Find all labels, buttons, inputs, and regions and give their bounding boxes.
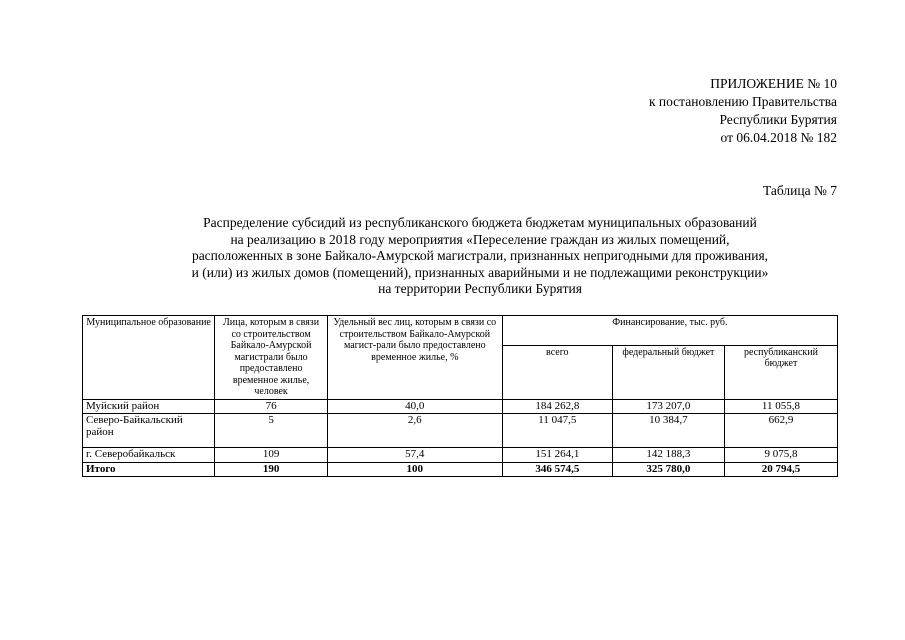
title-line: и (или) из жилых домов (помещений), признанных аварийными и не подлежащими реконструкции» — [191, 264, 769, 280]
row-persons: 76 — [215, 399, 328, 414]
appendix-header — [649, 75, 837, 147]
row-share: 57,4 — [327, 448, 502, 463]
total-share: 100 — [327, 462, 502, 477]
title-line: Распределение субсидий из республиканского бюджета бюджетам муниципальных образований — [203, 215, 757, 230]
row-financing-federal: 142 188,3 — [612, 448, 724, 463]
row-persons: 109 — [215, 448, 328, 463]
title-line: на реализацию в 2018 году мероприятия «Переселение граждан из жилых помещений, — [230, 231, 730, 247]
row-financing-federal: 10 384,7 — [612, 414, 724, 448]
header-financing: Финансирование, тыс. руб. — [502, 316, 837, 346]
row-financing-republican: 662,9 — [724, 414, 837, 448]
table-row — [83, 399, 838, 414]
total-persons: 190 — [215, 462, 328, 477]
appendix-republic-line: Республики Бурятия — [719, 112, 837, 127]
header-municipality: Муниципальное образование — [83, 316, 215, 400]
total-label: Итого — [83, 462, 215, 477]
row-share: 2,6 — [327, 414, 502, 448]
total-financing-total: 346 574,5 — [502, 462, 612, 477]
table-row — [83, 414, 838, 448]
total-financing-republican: 20 794,5 — [724, 462, 837, 477]
row-financing-republican: 9 075,8 — [724, 448, 837, 463]
table-header-row — [83, 316, 838, 346]
table-row — [83, 448, 838, 463]
row-municipality-name: г. Северобайкальск — [83, 448, 215, 463]
title-line: на территории Республики Бурятия — [378, 281, 582, 296]
row-financing-total: 151 264,1 — [502, 448, 612, 463]
subsidy-distribution-table — [82, 315, 838, 477]
row-financing-federal: 173 207,0 — [612, 399, 724, 414]
table-number: Таблица № 7 — [763, 183, 837, 198]
title-line: расположенных в зоне Байкало-Амурской магистрали, признанных непригодными для проживания, — [191, 248, 769, 263]
row-municipality-name: Северо-Байкальский район — [83, 414, 215, 448]
header-share: Удельный вес лиц, которым в связи со строительством Байкало-Амурской магист-рали было предоставлено временное жилье, % — [327, 316, 502, 400]
header-financing-republican: республиканский бюджет — [724, 345, 837, 399]
header-financing-federal: федеральный бюджет — [612, 345, 724, 399]
appendix-title: ПРИЛОЖЕНИЕ № 10 — [710, 76, 837, 91]
table-total-row — [83, 462, 838, 477]
row-financing-total: 11 047,5 — [502, 414, 612, 448]
row-share: 40,0 — [327, 399, 502, 414]
total-financing-federal: 325 780,0 — [612, 462, 724, 477]
row-financing-republican: 11 055,8 — [724, 399, 837, 414]
document-title — [100, 215, 860, 298]
appendix-date-number: от 06.04.2018 № 182 — [720, 130, 837, 145]
row-municipality-name: Муйский район — [83, 399, 215, 414]
header-persons: Лица, которым в связи со строительством Байкало-Амурской магистрали было предоставлено временное жилье, человек — [215, 316, 328, 400]
header-financing-total: всего — [502, 345, 612, 399]
appendix-resolution-line: к постановлению Правительства — [648, 94, 837, 109]
row-financing-total: 184 262,8 — [502, 399, 612, 414]
row-persons: 5 — [215, 414, 328, 448]
